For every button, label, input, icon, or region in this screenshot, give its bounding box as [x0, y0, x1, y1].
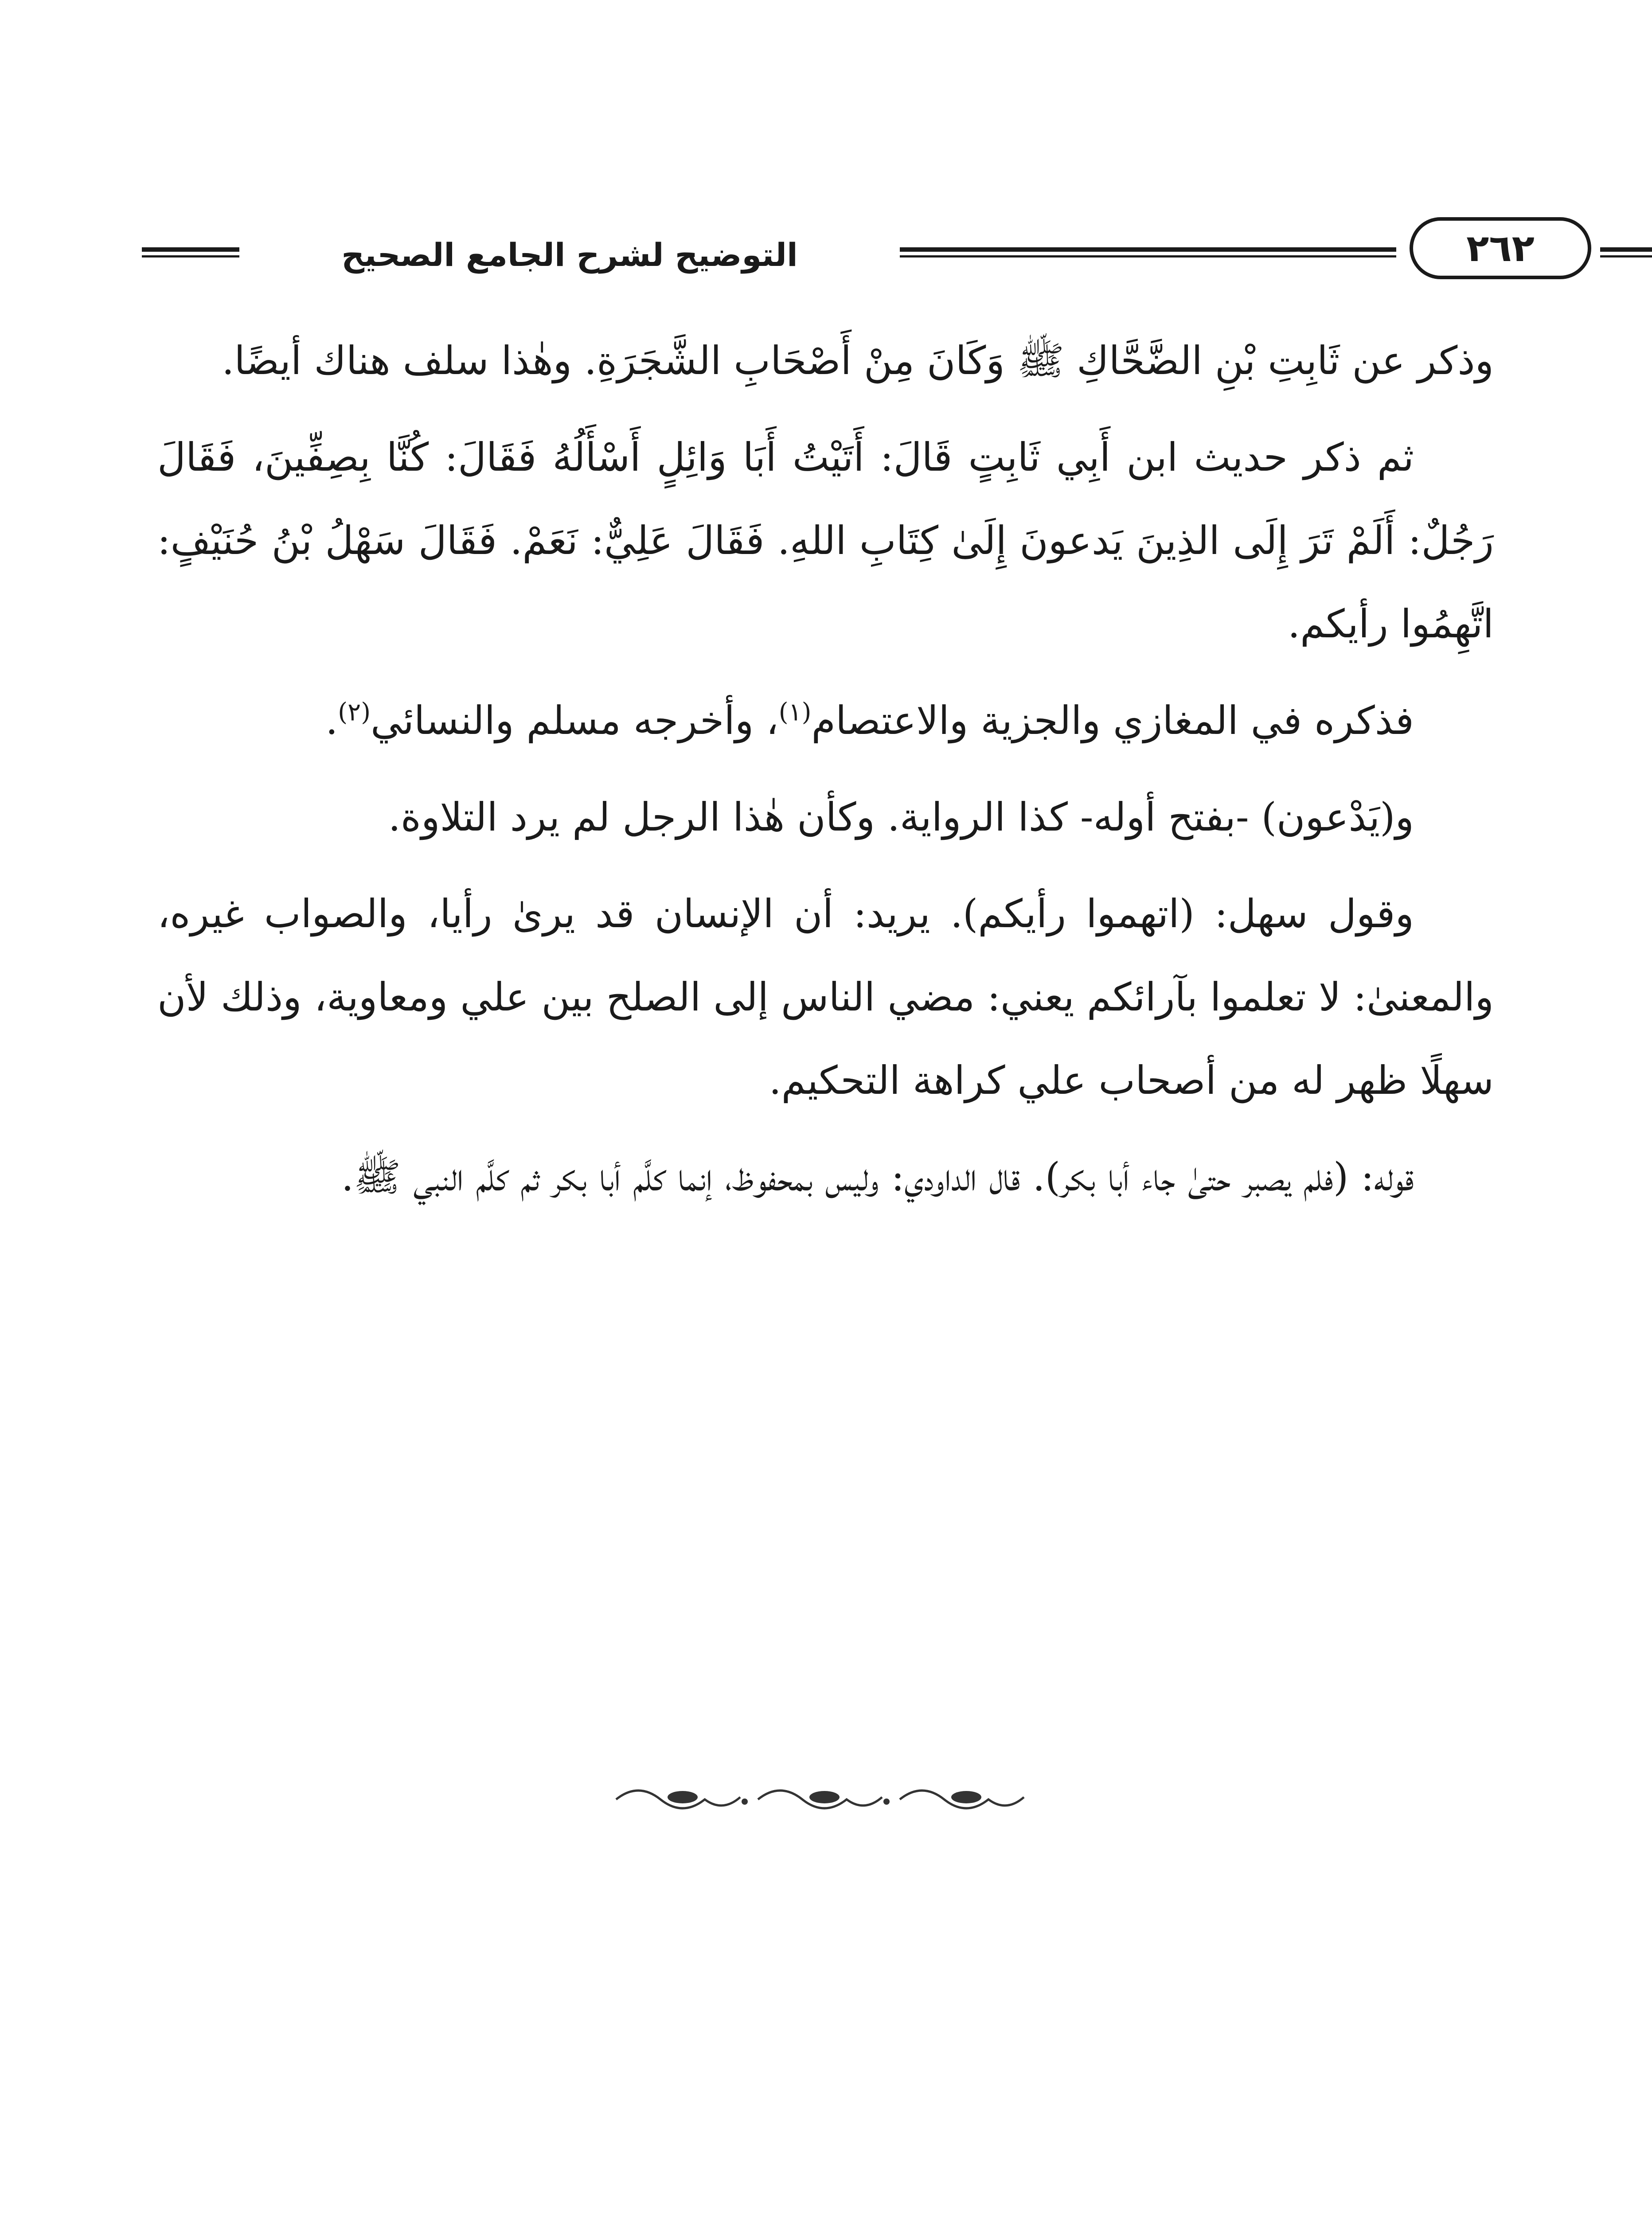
- paragraph: وذكر عن ثَابِتِ بْنِ الضَّحَّاكِ ﷺ وَكَانَ مِنْ أَصْحَابِ الشَّجَرَةِ. وهٰذا سلف هناك أيضًا.: [222, 338, 1494, 383]
- running-title: التوضيح لشرح الجامع الصحيح: [341, 236, 798, 273]
- body-text: [157, 319, 1494, 1232]
- header-rule-right: [900, 247, 1396, 257]
- header-rule-left: [142, 247, 239, 257]
- page-number: ٢٦٢: [1410, 217, 1591, 279]
- header-rule-end: [1600, 247, 1652, 257]
- section-ornament: [598, 1777, 1042, 1817]
- paragraph: و(يَدْعون) -بفتح أوله- كذا الرواية. وكأن هٰذا الرجل لم يرد التلاوة.: [388, 794, 1414, 840]
- paragraph: قوله: (فلم يصبر حتىٰ جاء أبا بكر). قال الداودي: وليس بمحفوظ، إنما كلَّم أبا بكر ثم كلَّم النبي ﷺ.: [341, 1154, 1414, 1200]
- paragraph-text: .: [325, 698, 338, 743]
- page-header: [142, 213, 1535, 288]
- paragraph: ثم ذكر حديث ابن أَبِي ثَابِتٍ قَالَ: أَتَيْتُ أَبَا وَائِلٍ أَسْأَلُهُ فَقَالَ: كُنَّا بِصِفِّينَ، فَقَالَ رَجُلٌ: أَلَمْ تَرَ إِلَى الذِينَ يَدعونَ إِلَىٰ كِتَابِ اللهِ. فَقَالَ عَلِيٌّ: نَعَمْ. فَقَالَ سَهْلُ بْنُ حُنَيْفٍ: اتَّهِمُوا رأيكم.: [157, 434, 1494, 647]
- paragraph: وقول سهل: (اتهموا رأيكم). يريد: أن الإنسان قد يرىٰ رأيا، والصواب غيره، والمعنىٰ: لا تعلموا بآرائكم يعني: مضي الناس إلى الصلح بين علي ومعاوية، وذلك لأن سهلًا ظهر له من أصحاب علي كراهة التحكيم.: [157, 891, 1494, 1103]
- footnote-ref[interactable]: (١): [778, 698, 812, 727]
- paragraph-text: ، وأخرجه مسلم والنسائي: [371, 698, 779, 743]
- footnote-ref[interactable]: (٢): [338, 698, 371, 727]
- paragraph: [157, 679, 1494, 762]
- paragraph-text: فذكره في المغازي والجزية والاعتصام: [811, 698, 1414, 743]
